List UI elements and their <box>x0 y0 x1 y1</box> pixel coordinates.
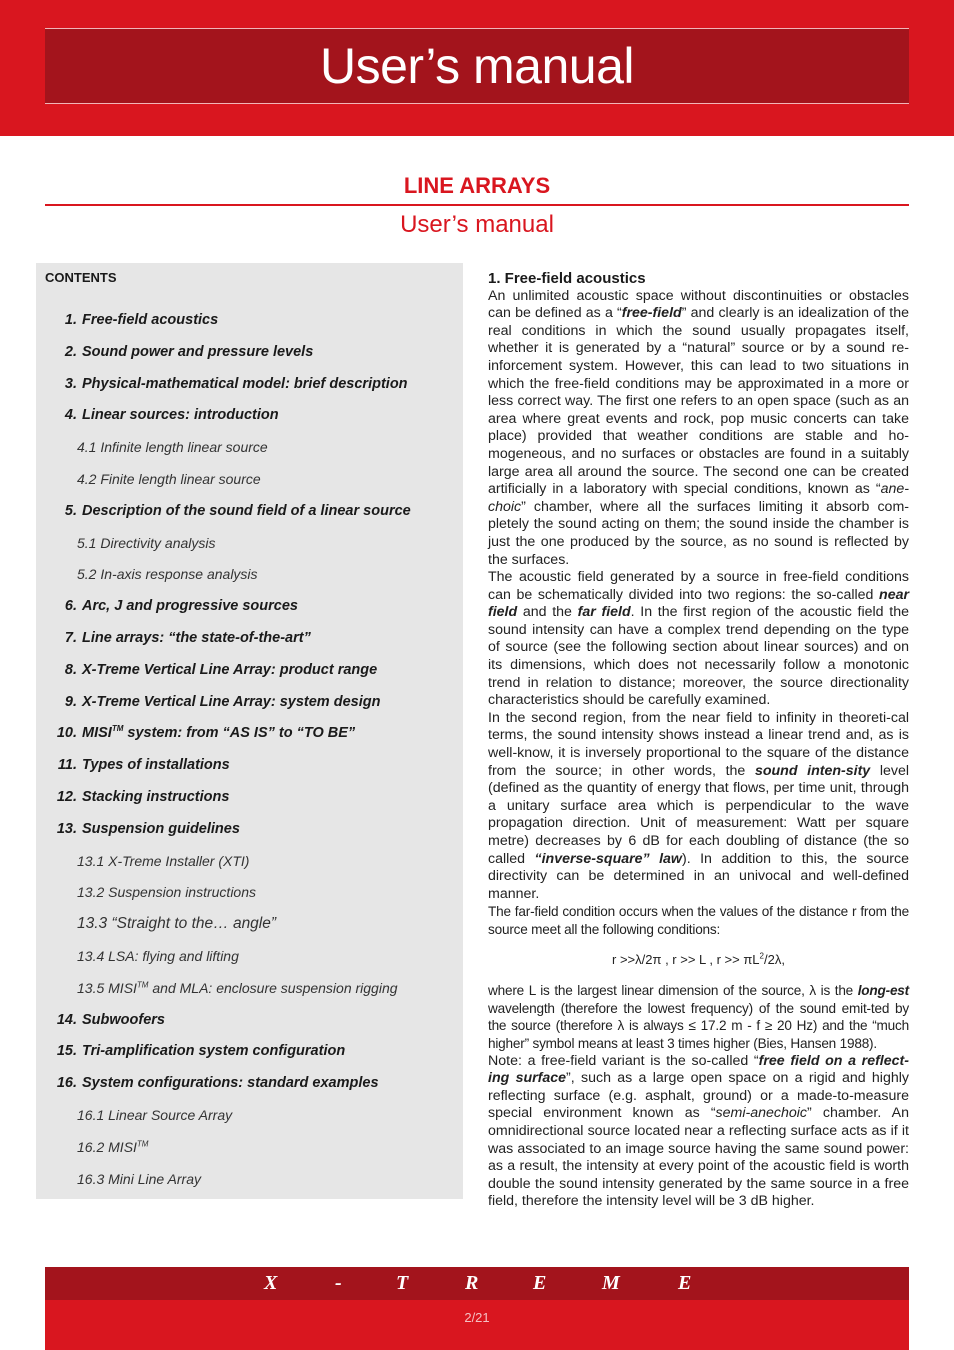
toc-item[interactable]: 6. Arc, J and progressive sources <box>64 598 298 614</box>
paragraph-5: where L is the largest linear dimension of the source, λ is the long-est wavelength (therefore the lowest frequency) of the sound emit-ted by the source (therefore λ is always ≤ 17.2 m - f ≥ 20 Hz) and the “much higher” symbol means at least 3 times higher (Bies, Hansen 1988). <box>488 983 909 1051</box>
toc-item[interactable]: 1. Free-field acoustics <box>64 312 219 328</box>
toc-subitem[interactable]: 16.2 MISI™ <box>77 1139 149 1155</box>
toc-subitem[interactable]: 4.2 Finite length linear source <box>77 471 261 487</box>
article-heading: 1. Free-field acoustics <box>488 270 646 287</box>
paragraph-3: In the second region, from the near field to infinity in theoreti-cal terms, the sound intensity shows instead a linear trend and, as is well-know, it is inversely proportional to the square of the distance from the source; in other words, the sound inten-sity level (defined as the quantity of energy that flows, per time unit, through a unitary surface area which is perpendicular to the wave propagation direction. Unit of measurement: Watt per square metre) decreases by 6 dB for each doubling of distance (the so called “inverse-square” law). In addition to this, the source directivity can be determined in an univocal and well-defined manner. <box>488 709 909 902</box>
toc-subitem[interactable]: 13.2 Suspension instructions <box>77 884 256 900</box>
toc-subitem[interactable]: 5.1 Directivity analysis <box>77 535 216 551</box>
table-of-contents <box>36 263 463 1199</box>
toc-item[interactable]: 4. Linear sources: introduction <box>64 407 279 423</box>
section-title: LINE ARRAYS <box>403 173 551 198</box>
toc-item[interactable]: 8. X-Treme Vertical Line Array: product range <box>64 662 378 678</box>
toc-subitem[interactable]: 5.2 In-axis response analysis <box>77 566 258 582</box>
toc-item[interactable]: 14. Subwoofers <box>56 1012 165 1028</box>
toc-subitem[interactable]: 16.1 Linear Source Array <box>77 1107 233 1123</box>
contents-heading: CONTENTS <box>45 270 117 285</box>
far-field-formula: r >>λ/2π , r >> L , $r >> \pi L^2/2\lambda$, <box>612 951 785 967</box>
toc-item[interactable]: 10. MISI™ system: from “AS IS” to “TO BE” <box>56 724 356 741</box>
toc-item[interactable]: 9. X-Treme Vertical Line Array: system design <box>64 694 381 710</box>
toc-item[interactable]: 3. Physical-mathematical model: brief description <box>64 376 408 392</box>
toc-item[interactable]: 16. System configurations: standard examples <box>56 1075 379 1091</box>
toc-subitem[interactable]: 13.3 “Straight to the… angle” <box>77 915 277 932</box>
article-body <box>488 270 909 1211</box>
toc-item[interactable]: 2. Sound power and pressure levels <box>64 344 314 360</box>
page-title: User’s manual <box>45 28 909 104</box>
paragraph-2: The acoustic field generated by a source in free-field conditions can be schematically divided into two regions: the so-called near field and the far field. In the first region of the acoustic field the sound intensity can have a complex trend depending on the type of source (see the following section about linear sources) and on its dimensions, which does not necessarily follow a monotonic trend in relation to distance; moreover, the source directionality characteristics should be carefully examined. <box>488 569 909 709</box>
toc-subitem[interactable]: 13.4 LSA: flying and lifting <box>77 948 239 964</box>
section-divider <box>45 204 909 206</box>
toc-item[interactable]: 7. Line arrays: “the state-of-the-art” <box>64 630 311 646</box>
paragraph-6: Note: a free-field variant is the so-called “free field on a reflect-ing surface”, such as a large open space on a rigid and highly reflecting surface (e.g. asphalt, ground) or a made-to-measure special environment known as “semi-anechoic” chamber. An omnidirectional source located near a reflecting surface acts as if it was associated to an image source having the same sound power: as a result, the intensity at every point of the acoustic field is worth double the sound intensity generated by the same source in a free field, therefore the intensity level will be 3 dB higher. <box>488 1052 909 1210</box>
header-band <box>0 0 954 136</box>
toc-item[interactable]: 15. Tri-amplification system configuration <box>56 1043 346 1059</box>
contents-panel <box>36 263 463 1199</box>
footer-brand-band <box>45 1267 909 1301</box>
toc-item[interactable]: 11. Types of installations <box>57 757 230 773</box>
toc-subitem[interactable]: 13.1 X-Treme Installer (XTI) <box>77 853 250 869</box>
brand-wordmark: X - T R E M E <box>264 1272 692 1294</box>
paragraph-1: An unlimited acoustic space without discontinuities or obstacles can be defined as a “free-field” and clearly is an idealization of the real conditions in which the sound usually propagates itself, whether it is generated by a “natural” source or by a sound re-inforcement system. However, this can lead to two situations in which the free-field conditions may be approximated in a more or less correct way. The first one refers to an open space (such as an area where great events and rock, pop music concerts can take place) provided that weather conditions are stable and ho-mogeneous, and no surfaces or obstacles are found in a suitably large area all around the source. The second one can be created artificially in a laboratory with special conditions, known as “ane-choic” chamber, where all the surfaces limiting it absorb com-pletely the sound acting on them; the sound inside the chamber is just the one produced by the source, as no sound is reflected by the surfaces. <box>488 287 909 568</box>
toc-item[interactable]: 12. Stacking instructions <box>56 789 230 805</box>
toc-subitem[interactable]: 16.3 Mini Line Array <box>77 1171 201 1187</box>
paragraph-4: The far-field condition occurs when the values of the distance r from the source meet all the following conditions: <box>488 904 909 937</box>
footer <box>45 1300 909 1350</box>
section-subtitle: User’s manual <box>400 211 554 238</box>
toc-item[interactable]: 5. Description of the sound field of a linear source <box>64 503 411 519</box>
toc-subitem[interactable]: 4.1 Infinite length linear source <box>77 439 268 455</box>
toc-item[interactable]: 13. Suspension guidelines <box>56 821 240 837</box>
toc-subitem[interactable]: 13.5 MISI™ and MLA: enclosure suspension rigging <box>77 980 398 996</box>
page-number: 2/21 <box>464 1310 490 1325</box>
